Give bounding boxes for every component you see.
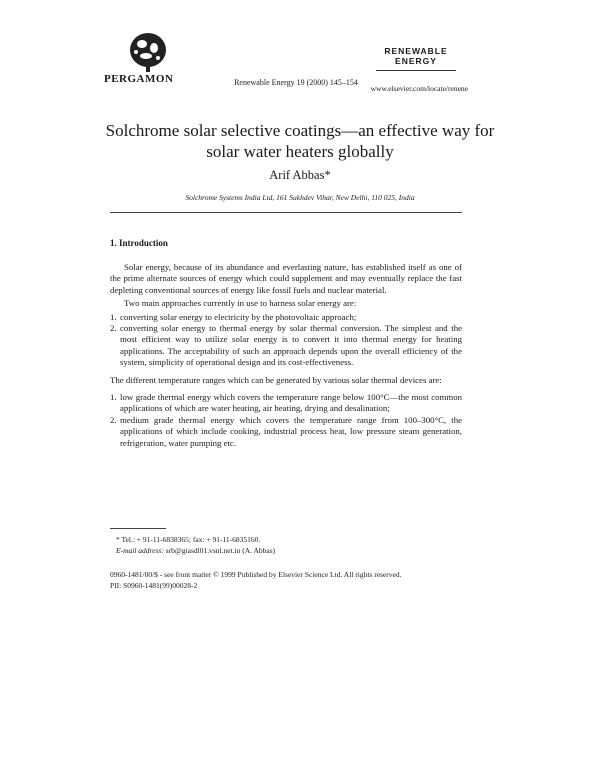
list-number: 2. xyxy=(110,323,117,334)
email-label: E-mail address: xyxy=(116,546,164,555)
journal-logo-line1: RENEWABLE xyxy=(384,46,448,56)
list-item xyxy=(110,415,462,449)
email-value[interactable]: srb@giasdl01.vsnl.net.in (A. Abbas) xyxy=(165,546,276,555)
footnote xyxy=(116,534,456,556)
list-number: 2. xyxy=(110,414,117,425)
journal-logo xyxy=(376,46,456,66)
list-number: 1. xyxy=(110,311,117,322)
section-heading: 1. Introduction xyxy=(110,238,168,248)
pergamon-tree-logo xyxy=(118,30,178,74)
list-number: 1. xyxy=(110,392,117,403)
article-title: Solchrome solar selective coatings—an effective way for solar water heaters globally xyxy=(105,121,495,161)
paragraph: Solar energy, because of its abundance and everlasting nature, has established itself as one of the prime alternate sources of energy which could supplement and may eventually replace the fast depleting conventional sources of energy like fossil fuels and nuclear material. xyxy=(110,262,462,295)
body-flow xyxy=(110,262,462,449)
author-name: Arif Abbas* xyxy=(269,168,331,182)
list-item xyxy=(110,323,462,369)
list-text: medium grade thermal energy which covers the temperature range from 100–300°C, the applications of which include cooking, industrial process heat, low pressure steam generation, refrigeration, water pumping etc. xyxy=(120,414,462,448)
journal-reference: Renewable Energy 19 (2000) 145–154 xyxy=(234,78,358,87)
temperature-ranges-list xyxy=(110,392,462,449)
approaches-list xyxy=(110,312,462,369)
list-text: converting solar energy to electricity by the photovoltaic approach; xyxy=(120,311,357,322)
pii-line: PII: S0960-1481(99)00028-2 xyxy=(110,580,198,590)
paragraph: The different temperature ranges which can be generated by various solar thermal devices are: xyxy=(110,374,442,385)
list-item xyxy=(110,312,462,323)
footnote-contact: * Tel.: + 91-11-6838365; fax: + 91-11-6835160. xyxy=(116,535,261,544)
list-text: low grade thermal energy which covers the temperature range below 100°C—the most common applications of which are water heating, air heating, drying and desalination; xyxy=(120,392,462,414)
journal-logo-line2: ENERGY xyxy=(395,56,437,66)
journal-url[interactable]: www.elsevier.com/locate/renene xyxy=(370,84,468,93)
journal-logo-rule xyxy=(376,70,456,71)
footnote-rule xyxy=(110,528,166,529)
list-text: converting solar energy to thermal energy by solar thermal conversion. The simplest and the most efficient way to utilize solar energy is to convert it into thermal energy for heating applications. The acceptability of such an approach depends upon the overall efficiency of the system, simplicity of operational design and its cost-effectiveness. xyxy=(120,323,462,368)
copyright-line: 0960-1481/00/$ - see front matter © 1999 Published by Elsevier Science Ltd. All rights reserved. xyxy=(110,570,402,579)
publisher-name: PERGAMON xyxy=(104,73,174,85)
author-affiliation: Solchrome Systems India Ltd, 161 Sukhdev Vihar, New Delhi, 110 025, India xyxy=(185,193,415,202)
copyright-block xyxy=(110,570,462,591)
title-divider xyxy=(110,212,462,213)
footnote-email xyxy=(116,545,456,556)
paragraph: Two main approaches currently in use to harness solar energy are: xyxy=(124,298,357,309)
list-item xyxy=(110,392,462,415)
